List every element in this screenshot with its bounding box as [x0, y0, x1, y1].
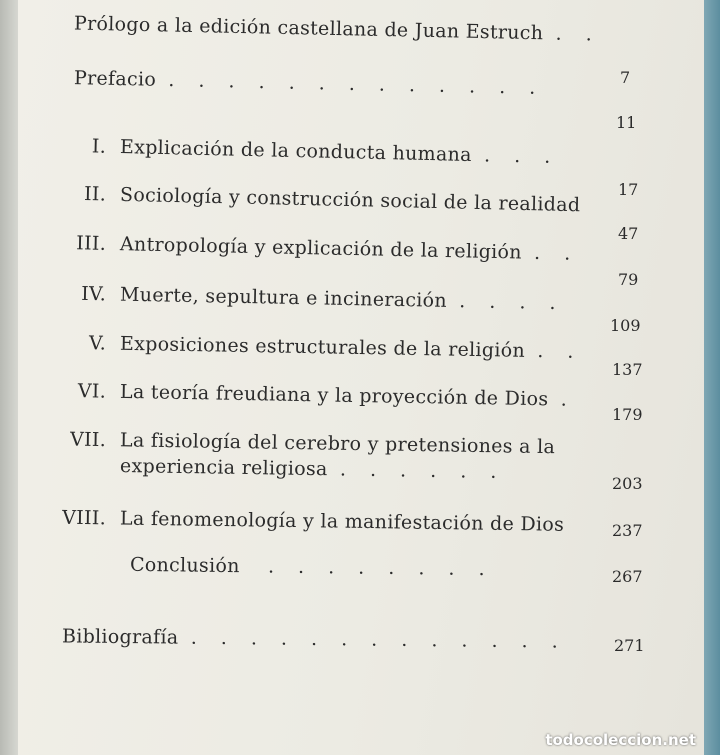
chapter-number: VIII. [62, 506, 107, 530]
toc-page-number: 7 [620, 68, 631, 87]
book-cover-edge [704, 0, 720, 755]
toc-title: La fenomenología y la manifestación de Dios [119, 507, 565, 536]
page-gutter-shadow [0, 0, 18, 755]
toc-page-number: 267 [612, 567, 643, 586]
toc-title: La teoría freudiana y la proyección de Dios [119, 380, 549, 411]
toc-page-number: 179 [612, 405, 643, 424]
toc-title: Antropología y explicación de la religión [119, 233, 523, 264]
toc-leader-dots: . . . . . . [339, 458, 506, 484]
toc-page-number: 237 [612, 521, 643, 540]
chapter-number: III. [76, 232, 107, 255]
toc-leader-dots: . . . . . . . . . . . . . [190, 626, 567, 653]
toc-page-number: 203 [612, 474, 643, 493]
chapter-number: IV. [80, 282, 107, 306]
chapter-number: I. [91, 135, 107, 158]
toc-page-number: 17 [618, 180, 639, 199]
toc-page-number: 137 [612, 360, 643, 379]
toc-entry-conclusion [130, 554, 494, 580]
toc-leader-dots: . . [533, 241, 580, 265]
toc-title: Exposiciones estructurales de la religión [119, 332, 526, 362]
toc-page-number: 271 [614, 636, 645, 655]
toc-title: Explicación de la conducta humana [119, 136, 473, 167]
chapter-number: VI. [77, 380, 107, 403]
toc-title: Conclusión [129, 553, 240, 578]
chapter-number: V. [88, 332, 107, 355]
toc-leader-dots: . . . [483, 144, 560, 169]
toc-title: Prólogo a la edición castellana de Juan Estruch [73, 12, 544, 45]
toc-leader-dots: . [560, 388, 576, 411]
toc-page-number: 11 [616, 113, 637, 132]
toc-title: experiencia religiosa [119, 454, 328, 481]
toc-page-number: 79 [618, 270, 639, 289]
toc-leader-dots: . . . . . . . . . . . . . [168, 69, 545, 99]
toc-title: Muerte, sepultura e incineración [119, 283, 448, 312]
toc-page-number: 109 [610, 316, 641, 335]
chapter-number: II. [83, 183, 107, 206]
toc-title: Prefacio [73, 67, 157, 91]
toc-title: Sociología y construcción social de la realidad [119, 183, 581, 217]
toc-leader-dots: . . . . . . . . [267, 555, 494, 581]
toc-title: Bibliografía [61, 625, 179, 649]
toc-leader-dots: . . [537, 340, 583, 363]
toc-leader-dots: . . [555, 22, 601, 46]
chapter-number: VII. [69, 428, 107, 452]
toc-page-number: 47 [618, 224, 639, 243]
toc-leader-dots: . . . . [459, 290, 565, 315]
watermark: todocoleccion.net [545, 731, 696, 749]
toc-title: La fisiología del cerebro y pretensiones a la [119, 429, 556, 459]
